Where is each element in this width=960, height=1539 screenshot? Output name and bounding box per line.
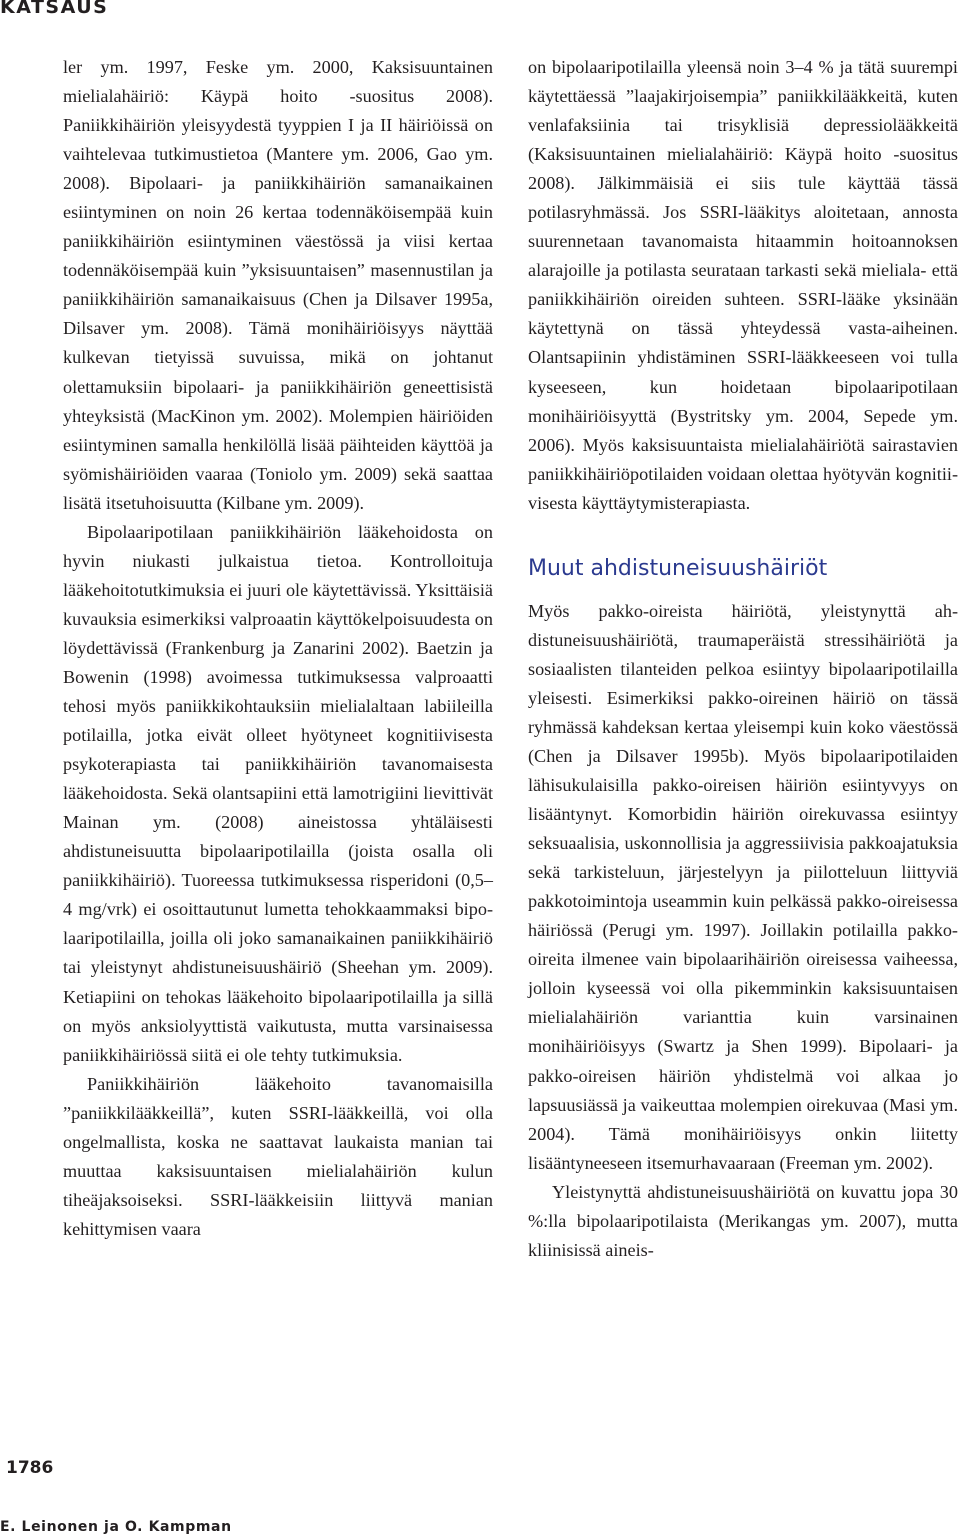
- section-label: KATSAUS: [0, 0, 109, 18]
- body-paragraph: Bipolaaripotilaan paniikkihäiriön lääkehoidosta on hyvin niukasti julkaistua tietoa. Kontrolloituja lääkehoitotutkimuksia ei juuri ole käytettävissä. Yksittäisiä kuvauksia esimerkiksi valproaatin käyttökelpoisuudesta on löydettävissä (Frankenburg ja Zanarini 2002). Baetzin ja Bowenin (1998) avoimessa tutkimuksessa valproaatti tehosi myös paniikkikohtauksiin mielialaltaan labiileilla potilailla, jotka eivät olleet hyötyneet kognitiivisesta psykoterapiasta tai paniikkihäiriön tavanomaisesta lääkehoidosta. Sekä olantsapiini että lamotrigiini lievittivät Mainan ym. (2008) aineistossa yhtäläisesti ahdistuneisuutta bipolaaripotilailla (joista osalla oli paniikkihäiriö). Tuoreessa tutkimuksessa risperidoni (0,5–4 mg/vrk) ei osoittautunut lumetta tehokkaammaksi bipolaaripotilailla, joilla oli joko samanaikainen paniikkihäiriö tai yleistynyt ahdistuneisuushäiriö (Sheehan ym. 2009). Ketiapiini on tehokas lääkehoito bipolaaripotilailla ja sillä on myös anksiolyyttistä vaikutusta, mutta varsinaisessa paniikkihäiriössä siitä ei ole tehty tutkimuksia.: [63, 521, 493, 1065]
- body-paragraph: Yleistynyttä ahdistuneisuushäiriötä on kuvattu jopa 30 %:lla bipolaaripotilaista (Merikangas ym. 2007), mutta kliinisissä aineis-: [528, 1181, 958, 1260]
- left-column: [63, 53, 493, 1244]
- footer-authors: E. Leinonen ja O. Kampman: [0, 1519, 232, 1535]
- body-paragraph: ler ym. 1997, Feske ym. 2000, Kaksisuuntainen mielialahäiriö: Käypä hoito -suositus 2008). Paniikkihäiriön yleisyydestä tyyppien I ja II häiriöissä on vaihtelevaa tutkimustietoa (Mantere ym. 2006, Gao ym. 2008). Bipolaari- ja paniikkihäiriön samanaikainen esiintyminen on noin 26 kertaa todennäköisempää kuin paniikkihäiriön esiintyminen väestössä ja viisi kertaa todennäköisempää kuin ”yksisuuntaisen” masennustilan ja paniikkihäiriön samanaikaisuus (Chen ja Dilsaver 1995a, Dilsaver ym. 2008). Tämä monihäiriöisyys näyttää kulkevan tietyissä suvuissa, mikä on johtanut olettamuksiin bipolaari- ja paniikkihäiriön geneettisistä yhteyksistä (MacKinon ym. 2002). Molempien häiriöiden esiintyminen samalla henkilöllä lisää päihteiden käyttöä ja syömishäiriöiden vaaraa (Toniolo ym. 2009) sekä saattaa lisätä itsetuhoisuutta (Kilbane ym. 2009).: [63, 57, 493, 513]
- section-heading: Muut ahdistuneisuushäiriöt: [528, 555, 828, 581]
- body-paragraph: Paniikkihäiriön lääkehoito tavanomaisilla ”paniikkilääkkeillä”, kuten SSRI-lääkkeillä, voi olla ongelmallista, koska ne saattavat laukaista manian tai muuttaa kaksisuuntaisen mielialahäiriön kulun tiheäjaksoiseksi. SSRI-lääkkeisiin liittyvä manian kehittymisen vaara: [63, 1073, 493, 1239]
- body-paragraph: on bipolaaripotilailla yleensä noin 3–4 % ja tätä suurempi käytettäessä ”laajakirjoisempia” paniikkilääkkeitä, kuten venlafaksiinia tai trisyklisiä depressiolääkkeitä (Kaksisuuntainen mielialahäiriö: Käypä hoito -suositus 2008). Jälkimmäisiä ei siis tule käyttää tässä potilasryhmässä. Jos SSRI-lääkitys aloitetaan, annosta suurennetaan tavanomaista hitaammin hoitoannoksen alarajoille ja potilasta seurataan tarkasti sekä mieliala- että paniikkihäiriön oireiden suhteen. SSRI-lääke yksinään käytettynä on tässä yhteydessä vasta-aiheinen. Olantsapiinin yhdistäminen SSRI-lääkkeeseen voi tulla kyseeseen, kun hoidetaan bipolaaripotilaan monihäiriöisyyttä (Bystritsky ym. 2004, Sepede ym. 2006). Myös kaksisuuntaista mielialahäiriötä sairastavien paniikkihäiriöpotilaiden voidaan olettaa hyötyvän kognitiivisesta käyttäytymisterapiasta.: [528, 57, 958, 513]
- page-number: 1786: [6, 1458, 54, 1478]
- body-paragraph: Myös pakko-oireista häiriötä, yleistynyttä ahdistuneisuushäiriötä, traumaperäistä stressihäiriötä ja sosiaalisten tilanteiden pelkoa esiintyy bipolaaripotilailla yleisesti. Esimerkiksi pakko-oireinen häiriö on tässä ryhmässä kahdeksan kertaa yleisempi kuin koko väestössä (Chen ja Dilsaver 1995b). Myös bipolaaripotilaiden lähisukulaisilla pakko-oireisen häiriön esiintyvyys on lisääntynyt. Komorbidin häiriön oirekuvassa esiintyy seksuaalisia, uskonnollisia ja aggressiivisia pakkoajatuksia sekä tarkisteluun, järjestelyyn ja piilotteluun liittyviä pakkotoimintoja useammin kuin pelkässä pakko-oireisessa häiriössä (Perugi ym. 1997). Joillakin potilailla pakko-oireita ilmenee vain bipolaarihäiriön oireisessa vaiheessa, jolloin kyseessä voi olla pikemminkin kaksisuuntaisen mielialahäiriön varianttia kuin varsinainen monihäiriöisyys (Swartz ja Shen 1999). Bipolaari- ja pakko-oireisen häiriön yhdistelmä voi alkaa jo lapsuusiässä ja vaikeuttaa molempien oirekuvaa (Masi ym. 2004). Tämä monihäiriöisyys onkin liitetty lisääntyneeseen itsemurhavaaraan (Freeman ym. 2002).: [528, 600, 958, 1173]
- right-column: [528, 53, 958, 1265]
